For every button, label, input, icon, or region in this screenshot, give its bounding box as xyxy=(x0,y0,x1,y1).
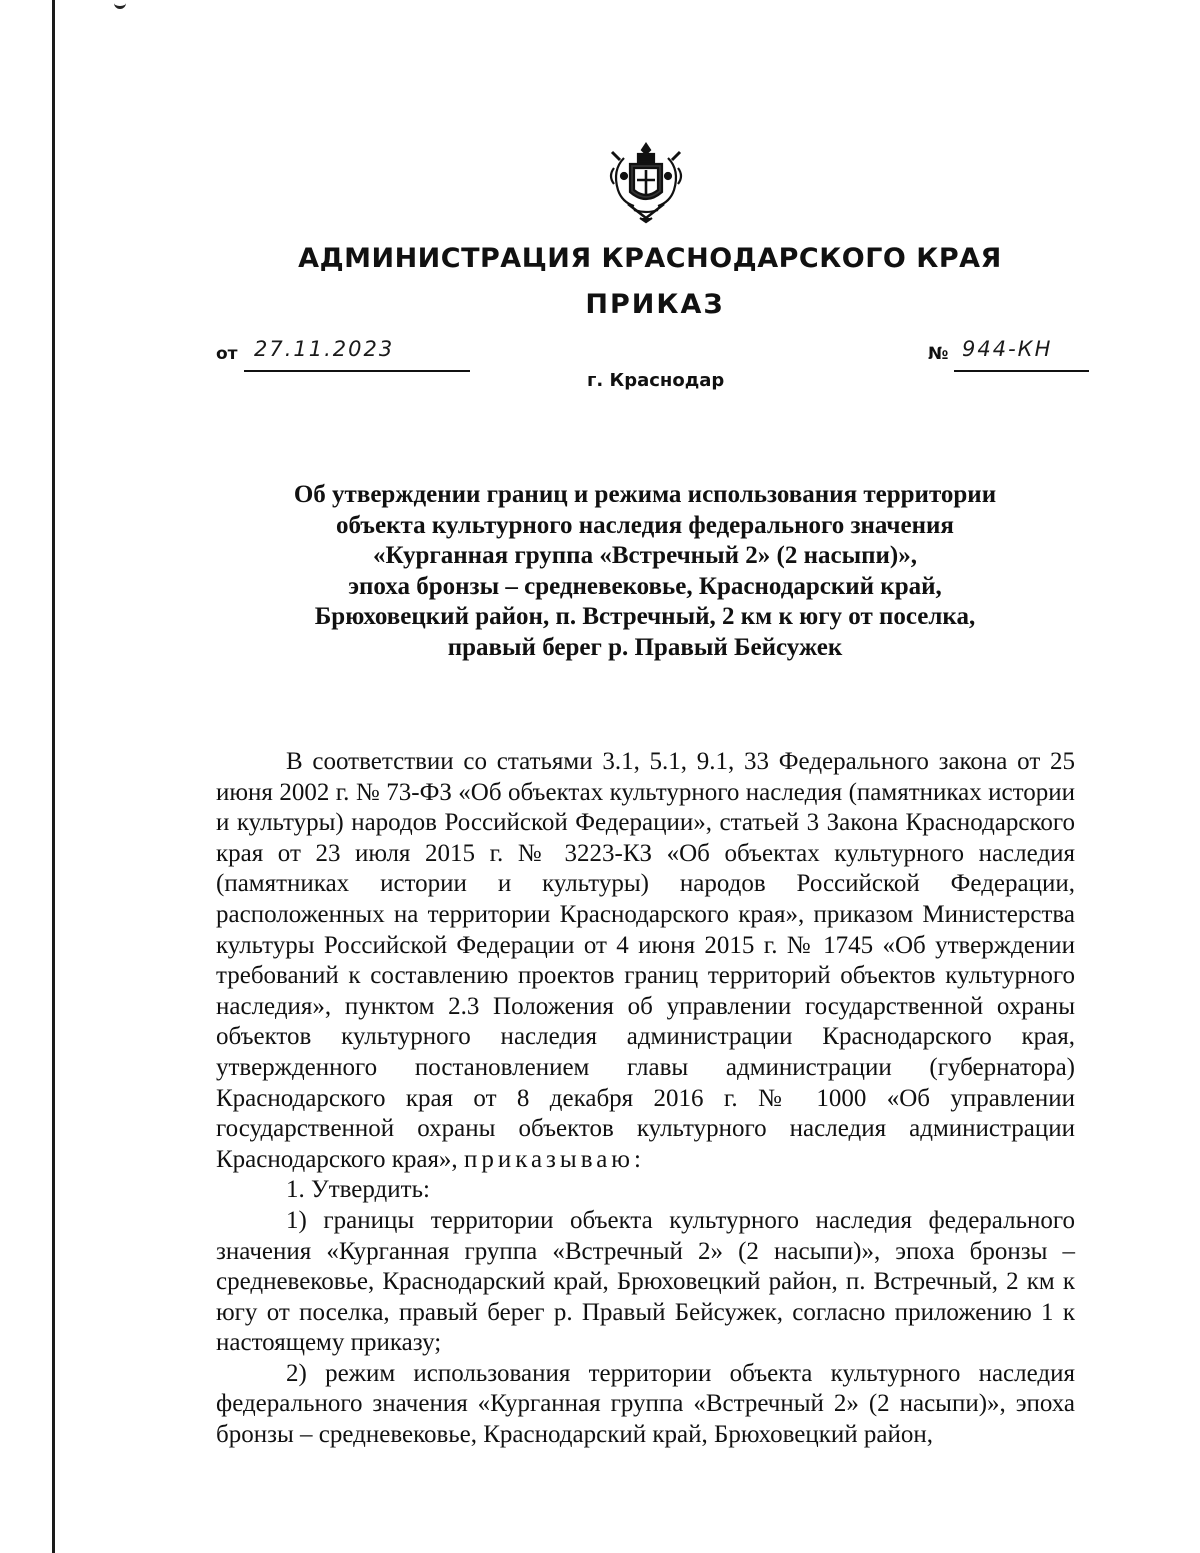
subject-line: Брюховецкий район, п. Встречный, 2 км к югу от поселка, xyxy=(314,603,976,631)
document-subject xyxy=(0,480,1200,664)
subject-line: правый берег р. Правый Бейсужек xyxy=(447,633,843,661)
city-label: г. Краснодар xyxy=(587,370,725,391)
document-type-title: ПРИКАЗ xyxy=(585,289,725,320)
order-word: приказываю: xyxy=(463,1145,645,1173)
subject-line: «Курганная группа «Встречный 2» (2 насыпи)», xyxy=(373,542,917,570)
date-prefix: от xyxy=(216,344,238,364)
preamble-text: В соответствии со статьями 3.1, 5.1, 9.1, 33 Федерального закона от 25 июня 2002 г. № 73-ФЗ «Об объектах культурного наследия (памятниках истории и культуры) народов Российской Федерации», статьей 3 Закона Краснодарского края от 23 июля 2015 г. № 3223-КЗ «Об объектах культурного наследия (памятниках истории и культуры) народов Российской Федерации, расположенных на территории Краснодарского края», приказом Министерства культуры Российской Федерации от 4 июня 2015 г. № 1745 «Об утверждении требований к составлению проектов границ территорий объектов культурного наследия», пунктом 2.3 Положения об управлении государственной охраны объектов культурного наследия администрации Краснодарского края, утвержденного постановлением главы администрации (губернатора) Краснодарского края от 8 декабря 2016 г. № 1000 «Об управлении государственной охраны объектов культурного наследия администрации Краснодарского края», xyxy=(216,748,1075,1173)
preamble-paragraph xyxy=(216,747,1075,1175)
coat-of-arms-emblem xyxy=(604,140,688,224)
handwritten-date: 27.11.2023 xyxy=(254,337,395,361)
subject-line: Об утверждении границ и режима использования территории xyxy=(293,481,997,508)
item-1: 1. Утвердить: xyxy=(286,1176,430,1204)
date-field xyxy=(244,337,470,372)
subject-line: объекта культурного наследия федерального значения xyxy=(336,511,954,539)
item-1-2: 2) режим использования территории объекта культурного наследия федерального значения «Курганная группа «Встречный 2» (2 насыпи)», эпоха бронзы – средневековье, Краснодарский край, Брюховецкий район, xyxy=(216,1359,1075,1449)
scan-border-line xyxy=(52,0,55,1553)
item-1-1: 1) границы территории объекта культурного наследия федерального значения «Курганная группа «Встречный 2» (2 насыпи)», эпоха бронзы – средневековье, Краснодарский край, Брюховецкий район, п. Встречный, 2 км к югу от поселка, правый берег р. Правый Бейсужек, согласно приложению 1 к настоящему приказу; xyxy=(216,1206,1075,1357)
scan-corner-mark xyxy=(114,0,126,9)
organization-title: АДМИНИСТРАЦИЯ КРАСНОДАРСКОГО КРАЯ xyxy=(298,243,1002,274)
number-prefix: № xyxy=(928,344,949,364)
handwritten-number: 944-КН xyxy=(962,337,1053,361)
document-body xyxy=(216,747,1075,1451)
number-field xyxy=(954,337,1089,372)
subject-line: эпоха бронзы – средневековье, Краснодарский край, xyxy=(348,572,942,600)
